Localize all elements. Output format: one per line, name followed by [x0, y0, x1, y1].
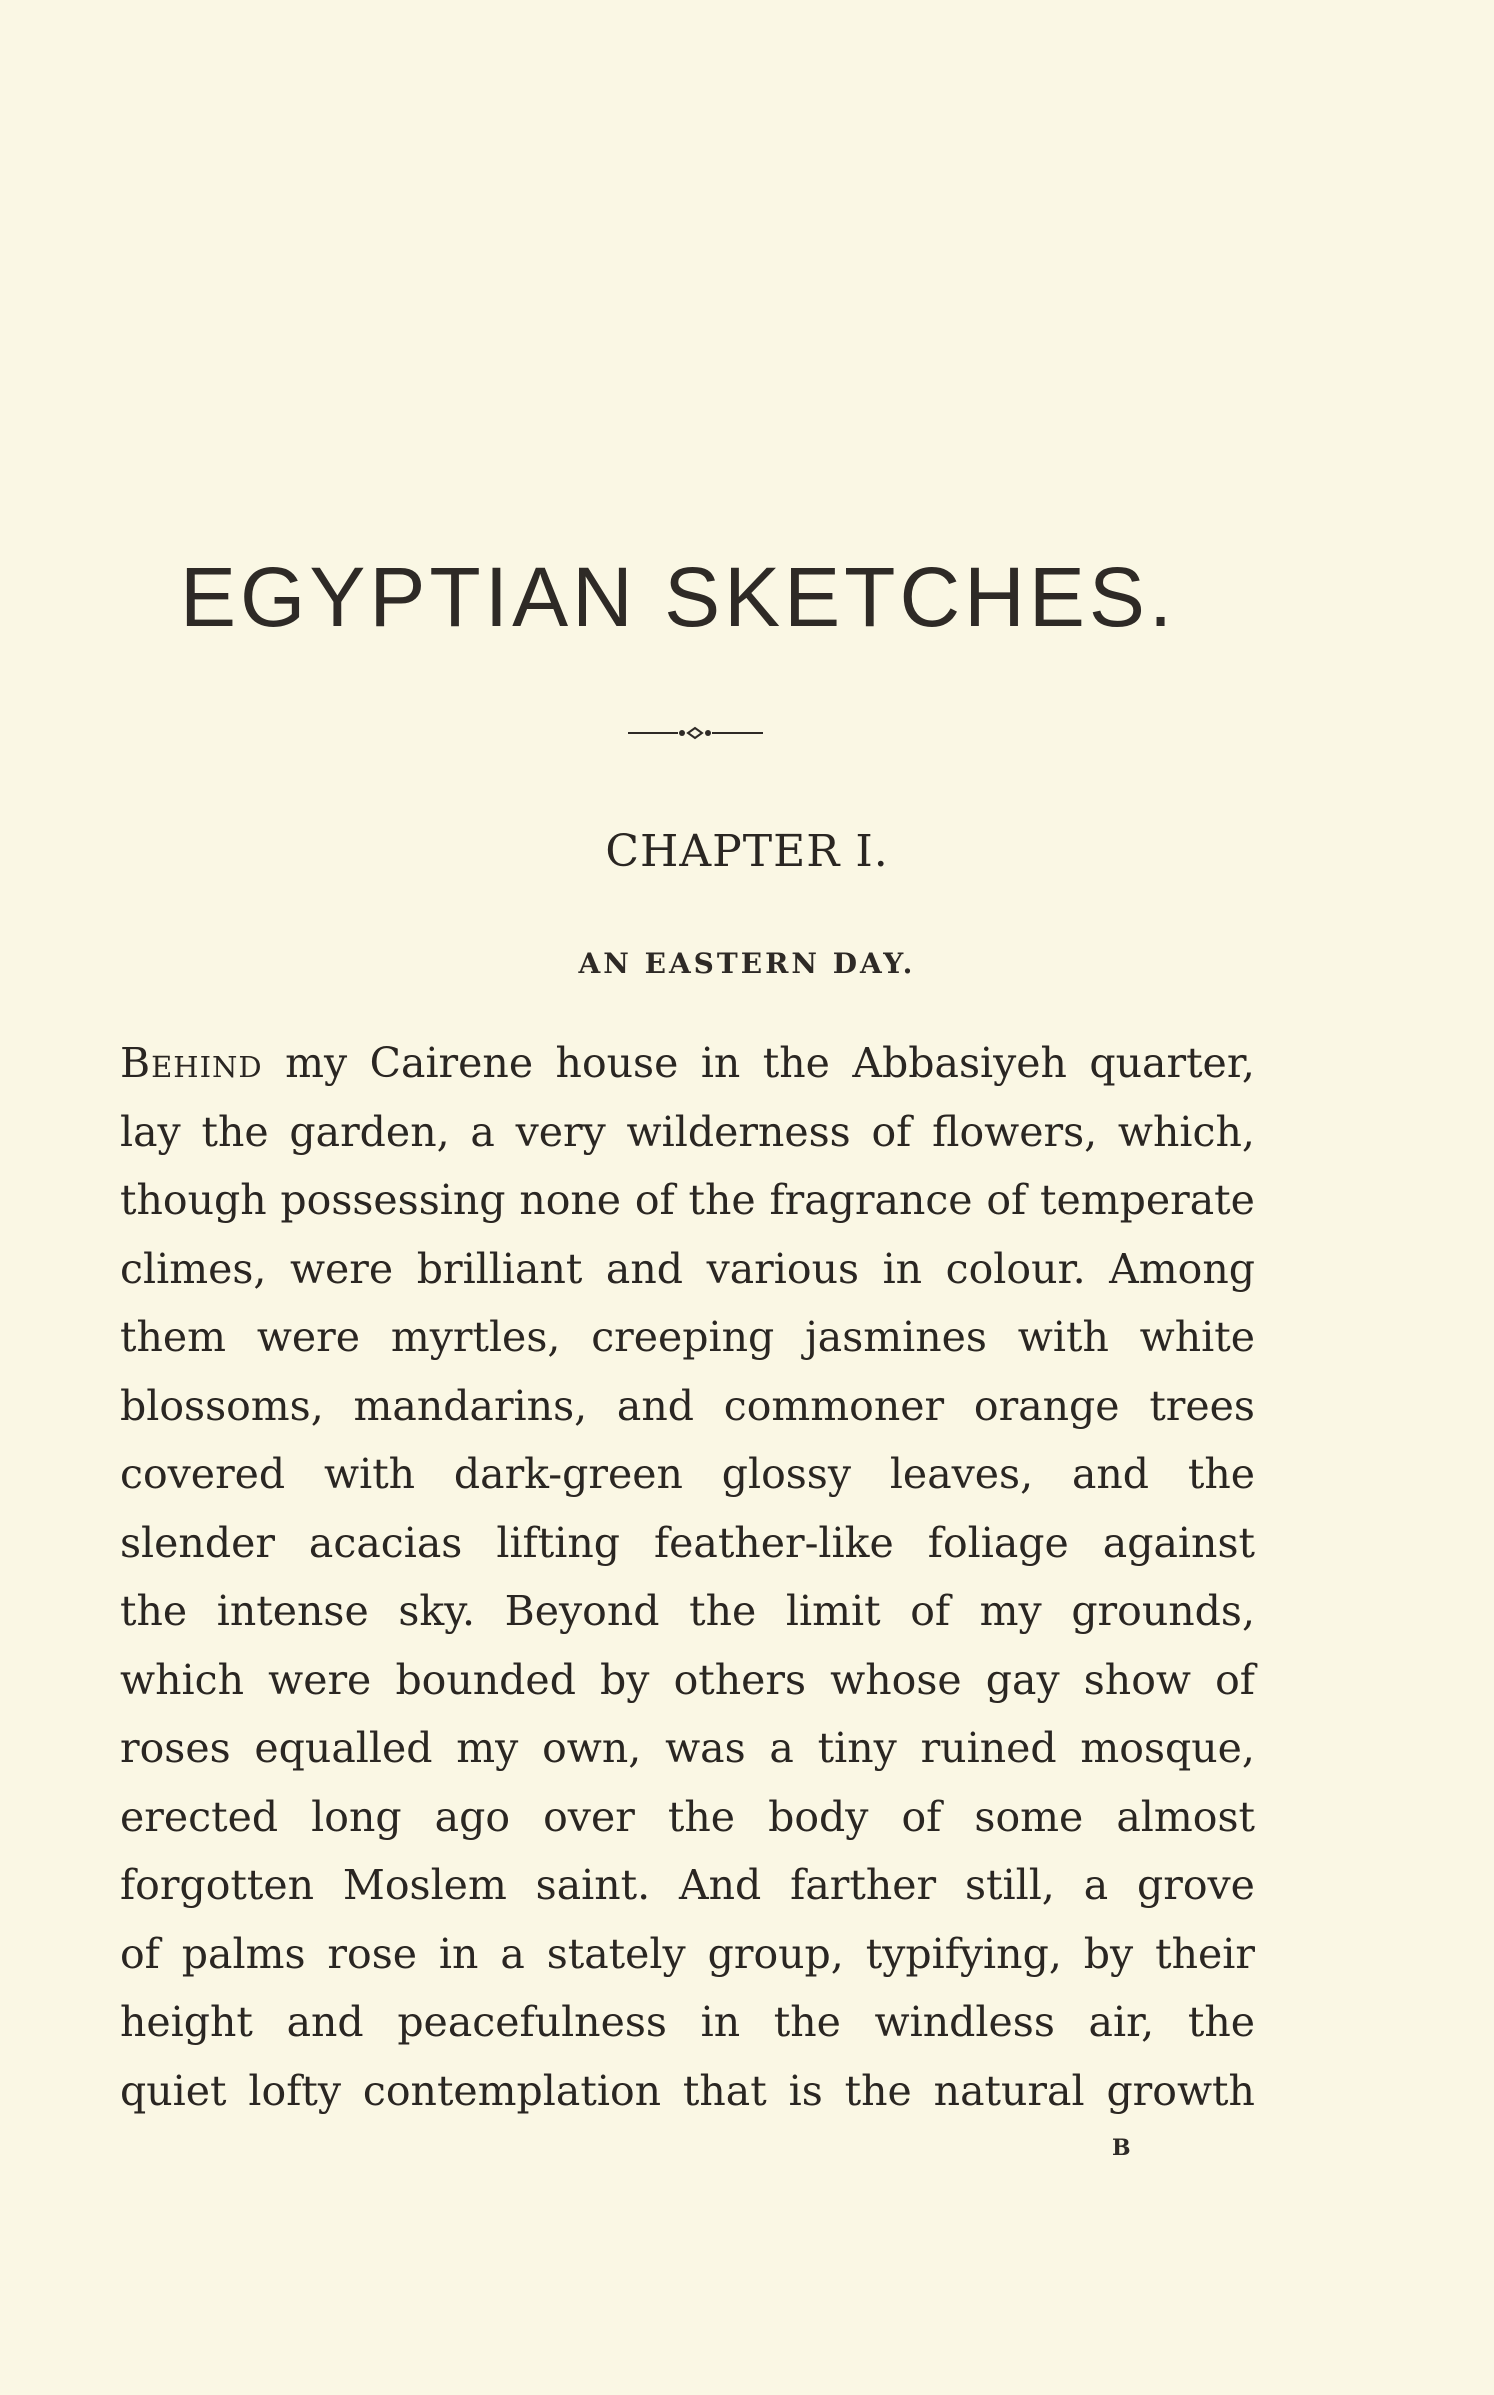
- text-line: though possessing none of the fragrance of temperate: [120, 1176, 1255, 1224]
- text-line: which were bounded by others whose gay show of: [120, 1655, 1255, 1704]
- text-line: height and peacefulness in the windless air, the: [120, 1998, 1255, 2046]
- ornament-divider: [628, 718, 763, 748]
- text-line: lay the garden, a very wilderness of flowers, which,: [120, 1107, 1255, 1156]
- first-word: Behind: [120, 1039, 263, 1087]
- signature-mark: B: [1112, 2135, 1133, 2161]
- text-line: roses equalled my own, was a tiny ruined mosque,: [120, 1724, 1255, 1772]
- chapter-heading: CHAPTER I.: [605, 826, 889, 877]
- text-line: quiet lofty contemplation that is the natural growth: [120, 2066, 1255, 2115]
- text-line: blossoms, mandarins, and commoner orange trees: [120, 1381, 1255, 1430]
- text-line: of palms rose in a stately group, typifying, by their: [120, 1929, 1255, 1978]
- text-line: slender acacias lifting feather-like foliage against: [120, 1518, 1255, 1567]
- text-line: Behind my Cairene house in the Abbasiyeh quarter,: [120, 1029, 1255, 1098]
- text-line: climes, were brilliant and various in colour. Among: [120, 1244, 1255, 1293]
- chapter-title: AN EASTERN DAY.: [578, 947, 916, 980]
- text-line: them were myrtles, creeping jasmines with white: [120, 1313, 1255, 1361]
- text-line: erected long ago over the body of some almost: [120, 1792, 1255, 1841]
- text-line: the intense sky. Beyond the limit of my grounds,: [120, 1587, 1255, 1635]
- body-text: [120, 1029, 1255, 2125]
- text-line: covered with dark-green glossy leaves, and the: [120, 1450, 1255, 1498]
- text-line: forgotten Moslem saint. And farther still, a grove: [120, 1861, 1255, 1909]
- book-title: EGYPTIAN SKETCHES.: [180, 550, 1177, 644]
